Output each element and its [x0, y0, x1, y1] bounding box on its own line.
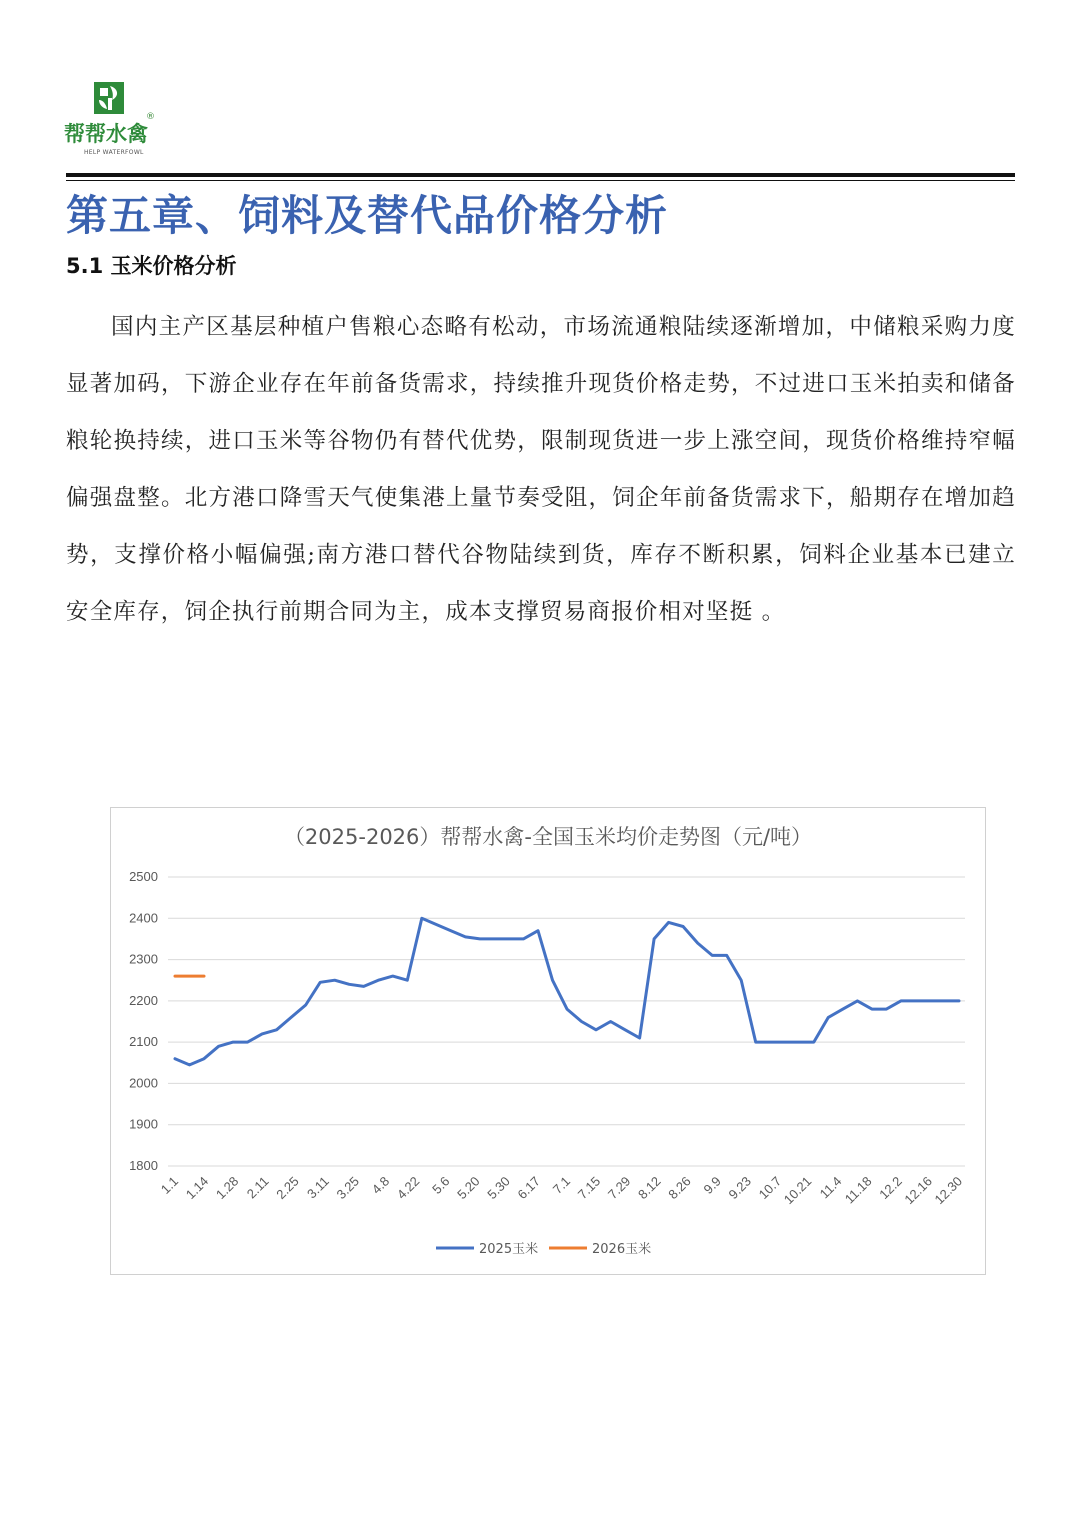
x-tick-label: 3.11 [304, 1173, 332, 1202]
x-tick-label: 12.16 [901, 1173, 935, 1208]
legend-label: 2026玉米 [592, 1242, 652, 1257]
y-tick-label: 2500 [129, 869, 158, 884]
x-tick-label: 5.20 [454, 1173, 483, 1203]
x-tick-label: 1.14 [182, 1173, 212, 1203]
x-tick-label: 10.21 [780, 1173, 815, 1208]
y-tick-label: 1900 [129, 1116, 158, 1132]
x-tick-label: 8.12 [635, 1173, 664, 1203]
x-tick-label: 12.30 [931, 1173, 966, 1208]
chart-title: （2025-2026）帮帮水禽-全国玉米均价走势图（元/吨） [283, 825, 813, 849]
x-tick-label: 2.25 [273, 1173, 302, 1203]
x-tick-label: 11.18 [841, 1173, 875, 1207]
registered-mark: ® [146, 112, 155, 122]
x-tick-label: 3.25 [333, 1173, 363, 1203]
x-tick-label: 5.30 [484, 1173, 513, 1203]
x-tick-label: 8.26 [665, 1173, 694, 1203]
x-tick-label: 10.7 [755, 1173, 785, 1203]
series-line-0 [175, 918, 959, 1065]
logo-name: 帮帮水禽 [64, 122, 148, 146]
x-tick-label: 7.1 [549, 1173, 574, 1197]
chart-frame [110, 807, 986, 1275]
x-tick-label: 1.1 [157, 1173, 182, 1197]
x-tick-label: 4.22 [393, 1173, 423, 1203]
corn-price-chart [111, 808, 985, 1274]
chapter-title: 第五章、饲料及替代品价格分析 [66, 191, 669, 240]
legend-label: 2025玉米 [479, 1242, 539, 1257]
body-paragraph: 国内主产区基层种植户售粮心态略有松动，市场流通粮陆续逐渐增加，中储粮采购力度显著加码，下游企业存在年前备货需求，持续推升现货价格走势，不过进口玉米拍卖和储备粮轮换持续，进口玉米等谷物仍有替代优势，限制现货进一步上涨空间，现货价格维持窄幅偏强盘整。北方港口降雪天气使集港上量节奏受阻，饲企年前备货需求下，船期存在增加趋势，支撑价格小幅偏强;南方港口替代谷物陆续到货，库存不断积累，饲料企业基本已建立安全库存，饲企执行前期合同为主，成本支撑贸易商报价相对坚挺 。 [66, 314, 1016, 625]
y-tick-label: 2400 [129, 910, 158, 926]
brand-logo [64, 82, 160, 162]
x-tick-label: 4.8 [368, 1173, 393, 1197]
x-tick-label: 9.23 [725, 1173, 755, 1203]
y-tick-label: 2300 [129, 951, 158, 967]
y-tick-label: 2100 [129, 1034, 158, 1050]
header-rule-thick [66, 173, 1015, 177]
x-tick-label: 6.17 [514, 1173, 543, 1203]
y-tick-label: 2000 [129, 1075, 158, 1091]
x-tick-label: 12.2 [876, 1173, 905, 1203]
header-rule-thin [66, 180, 1015, 181]
x-tick-label: 2.11 [243, 1173, 272, 1202]
leaf-logo-icon [94, 82, 124, 114]
x-tick-label: 7.15 [574, 1173, 604, 1203]
x-tick-label: 1.28 [212, 1173, 242, 1203]
y-tick-label: 1800 [129, 1158, 158, 1173]
x-tick-label: 11.4 [816, 1173, 845, 1202]
section-title: 5.1 玉米价格分析 [66, 254, 237, 278]
x-tick-label: 7.29 [604, 1173, 634, 1203]
x-tick-label: 9.9 [700, 1173, 724, 1197]
y-tick-label: 2200 [129, 992, 158, 1008]
x-tick-label: 5.6 [429, 1173, 453, 1197]
logo-subtitle: HELP WATERFOWL [84, 149, 144, 156]
